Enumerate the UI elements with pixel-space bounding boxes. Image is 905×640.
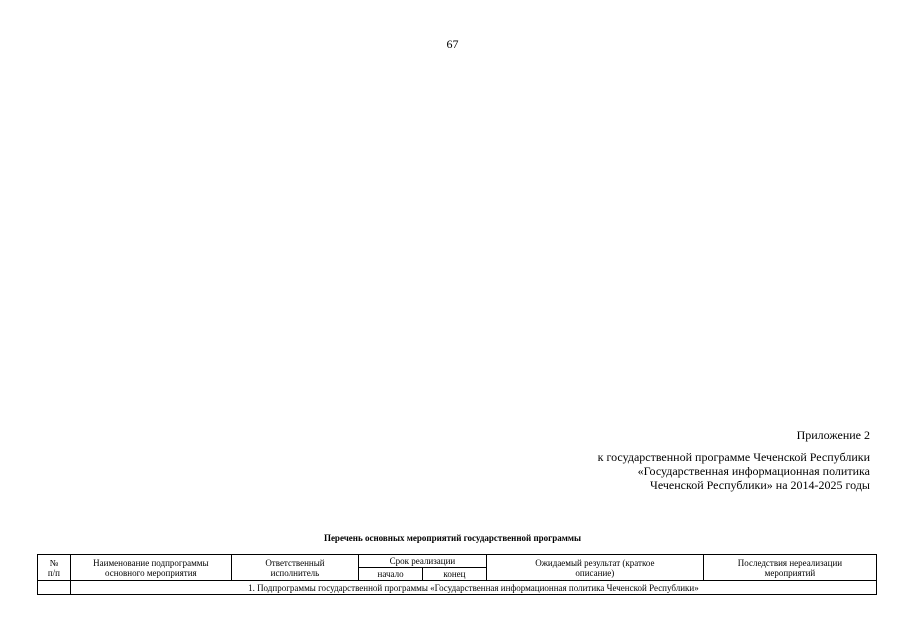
header-responsible-line2: исполнитель	[270, 567, 320, 578]
header-responsible-line1: Ответственный	[265, 557, 325, 568]
header-number	[38, 555, 71, 581]
header-result	[486, 555, 703, 581]
header-start: начало	[359, 568, 423, 581]
appendix-description	[598, 450, 870, 492]
header-name-line1: Наименование подпрограммы	[93, 557, 209, 568]
page-number: 67	[446, 37, 459, 51]
appendix-line: Чеченской Республики» на 2014-2025 годы	[650, 478, 870, 492]
header-result-line1: Ожидаемый результат (краткое	[535, 557, 655, 568]
header-period: Срок реализации	[359, 555, 487, 568]
appendix-line: «Государственная информационная политика	[637, 464, 870, 478]
section-title: 1. Подпрограммы государственной программы «Государственная информационная политика Чеченской Республики»	[70, 581, 876, 595]
header-name-line2: основного мероприятия	[105, 567, 197, 578]
header-number-line2: п/п	[47, 567, 60, 578]
header-end: конец	[423, 568, 487, 581]
header-consequences-line1: Последствия нереализации	[737, 557, 843, 568]
header-name	[70, 555, 231, 581]
header-responsible	[231, 555, 358, 581]
table-caption: Перечень основных мероприятий государственной программы	[323, 533, 582, 543]
section-number-cell	[38, 581, 71, 595]
table-row	[38, 581, 877, 595]
header-consequences	[703, 555, 876, 581]
header-consequences-line2: мероприятий	[764, 567, 816, 578]
appendix-line: к государственной программе Чеченской Республики	[597, 450, 870, 464]
appendix-title: Приложение 2	[796, 428, 870, 442]
header-row	[38, 555, 877, 568]
header-result-line2: описание)	[575, 567, 615, 578]
measures-table	[37, 554, 877, 595]
header-number-line1: №	[49, 557, 59, 568]
